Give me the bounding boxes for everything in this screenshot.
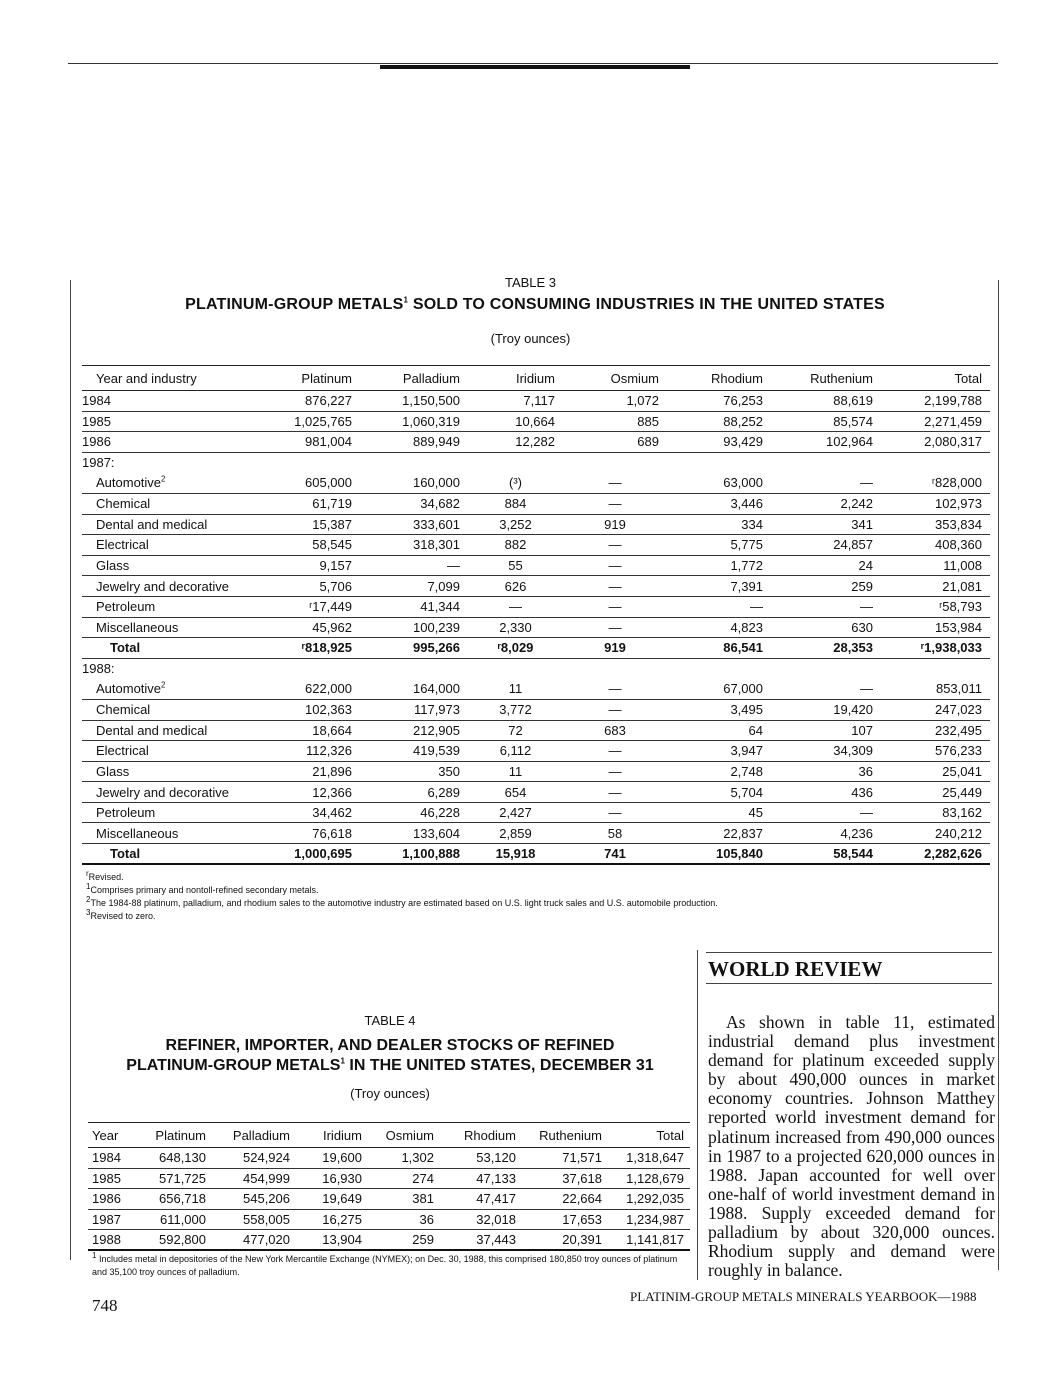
table3-row — [82, 555, 990, 576]
table4-row — [88, 1168, 690, 1189]
page-number: 748 — [92, 1296, 118, 1315]
table3-cell: 133,604 — [413, 825, 460, 841]
table4-row — [88, 1209, 690, 1230]
table3-cell: 1,072 — [626, 393, 659, 409]
table4-footnote: 1 Includes metal in depositories of the New York Mercantile Exchange (NYMEX); on Dec. 30, 1988, this comprised 180,850 troy ounces of platinum and 35,100 troy ounces of palladium. — [92, 1251, 678, 1277]
table3-cell: 67,000 — [723, 681, 763, 697]
table3-group-label: 1987: — [82, 455, 115, 471]
table3-row — [82, 802, 990, 823]
table3-cell: — — [509, 599, 522, 615]
table3-cell: 408,360 — [935, 537, 982, 553]
table4-cell: 592,800 — [159, 1232, 206, 1248]
table3-cell: 64 — [748, 722, 763, 738]
table4-body — [88, 1148, 690, 1251]
table4-cell: 545,206 — [243, 1191, 290, 1207]
table3-cell: Dental and medical — [96, 722, 208, 738]
table4-header-cell: Ruthenium — [539, 1127, 602, 1143]
table3-cell: 2,427 — [499, 805, 532, 821]
table3-header-cell: Iridium — [515, 370, 555, 386]
table3-cell: 7,117 — [523, 393, 555, 409]
table3-cell: 85,574 — [833, 413, 873, 429]
table3-row — [82, 535, 990, 556]
table3-total-row — [82, 638, 990, 659]
table3-cell: 334 — [741, 516, 763, 532]
table3-cell: — — [608, 702, 622, 718]
running-head: PLATINIM-GROUP METALS MINERALS YEARBOOK—1988 — [630, 1289, 977, 1304]
table3-cell: 72 — [508, 722, 523, 738]
table3-cell: 45 — [748, 805, 763, 821]
table4-cell: 1985 — [92, 1170, 121, 1186]
table3-cell: — — [608, 537, 622, 553]
table3-body — [82, 391, 990, 865]
table3-cell: 333,601 — [413, 516, 460, 532]
table4-cell: 1,128,679 — [626, 1170, 684, 1186]
table3-cell: Automotive$^2$ — [96, 681, 166, 697]
table3-row — [82, 617, 990, 638]
table3-cell: 28,353 — [833, 640, 873, 656]
world-review-rule-bottom — [706, 983, 992, 984]
table3-cell: 58,545 — [312, 537, 352, 553]
table3-cell: ʳ58,793 — [939, 599, 982, 615]
table3-cell: 3,495 — [730, 702, 763, 718]
table3-cell: 630 — [851, 619, 873, 635]
table3-cell: 76,618 — [312, 825, 352, 841]
table4-row — [88, 1148, 690, 1169]
column-divider — [697, 950, 698, 1280]
table3-subtitle: (Troy ounces) — [490, 331, 571, 346]
table3-cell: — — [860, 475, 873, 491]
table3-cell: 2,080,317 — [924, 434, 982, 450]
table3-cell: 683 — [604, 722, 626, 738]
table3-row — [82, 699, 990, 720]
table3-cell: 212,905 — [413, 722, 460, 738]
table3-cell: Electrical — [96, 537, 149, 553]
table4-cell: 37,618 — [562, 1170, 602, 1186]
table4-label: TABLE 4 — [364, 1013, 416, 1028]
table3-cell: 102,964 — [826, 434, 873, 450]
table3-cell: 2,859 — [499, 825, 532, 841]
table3-cell: 41,344 — [420, 599, 460, 615]
table4-cell: 477,020 — [243, 1232, 290, 1248]
table3-footnote: 3Revised to zero. — [86, 908, 156, 921]
table3-cell: Jewelry and decorative — [96, 578, 229, 594]
table3-cell: 6,289 — [427, 784, 460, 800]
table4-header-cell: Total — [656, 1127, 684, 1143]
table4-cell: 16,275 — [322, 1212, 362, 1228]
table4-cell: 259 — [412, 1232, 434, 1248]
table4-cell: 13,904 — [322, 1232, 362, 1248]
table3-header-cell: Rhodium — [710, 370, 763, 386]
table3-cell: 4,823 — [730, 619, 763, 635]
table3-cell: 100,239 — [413, 619, 460, 635]
table4-cell: 16,930 — [322, 1170, 362, 1186]
table3-cell: ʳ8,029 — [497, 640, 534, 656]
table3-cell: 19,420 — [833, 702, 873, 718]
table3-row — [82, 391, 990, 412]
table3-cell: 117,973 — [413, 702, 460, 718]
table3-cell: 2,748 — [730, 763, 763, 779]
table3-cell: — — [608, 784, 622, 800]
table3-cell: — — [750, 599, 763, 615]
table3-cell: 15,918 — [495, 846, 536, 862]
table3-cell: 1986 — [82, 434, 111, 450]
table4-cell: 19,600 — [322, 1150, 362, 1166]
table3-cell: Total — [110, 640, 141, 656]
table3-cell: 5,775 — [730, 537, 763, 553]
table3-cell: 55 — [508, 558, 523, 574]
table3-cell: — — [860, 805, 873, 821]
world-review-rule-top — [706, 952, 992, 953]
table3-row — [82, 720, 990, 741]
table3-cell: 34,462 — [312, 805, 352, 821]
table3-cell: 2,242 — [840, 496, 873, 512]
table3-cell: 889,949 — [413, 434, 460, 450]
table3-cell: Petroleum — [96, 805, 156, 821]
table3-cell: Glass — [96, 558, 130, 574]
table3-cell: 1,000,695 — [294, 846, 352, 862]
table3-cell: 5,706 — [319, 578, 352, 594]
table3-cell: 11 — [508, 681, 523, 697]
table3-cell: 1,150,500 — [402, 393, 460, 409]
table3-cell: 1,060,319 — [402, 413, 460, 429]
table3-total-row — [82, 844, 990, 865]
table3-cell: 63,000 — [723, 475, 763, 491]
table3-cell: — — [860, 681, 873, 697]
table3-cell: 885 — [637, 413, 659, 429]
table3-row — [82, 596, 990, 617]
table3-group-row — [82, 658, 990, 679]
table3-cell: 3,252 — [499, 516, 532, 532]
table4-header-cell: Year — [92, 1127, 119, 1143]
table3-cell: 107 — [851, 722, 873, 738]
table3-header-cell: Year and industry — [96, 370, 197, 386]
table3-cell: 46,228 — [420, 805, 460, 821]
table3-footnote: 1Comprises primary and nontoll-refined secondary metals. — [86, 882, 319, 895]
table3-cell: 112,326 — [305, 743, 352, 759]
table3-cell: 919 — [604, 516, 626, 532]
table4-cell: 571,725 — [159, 1170, 206, 1186]
table3-cell: 7,099 — [427, 578, 460, 594]
table3-cell: 164,000 — [413, 681, 460, 697]
table3-cell: — — [608, 805, 622, 821]
table3-cell: 626 — [504, 578, 527, 594]
table3-cell: 160,000 — [413, 475, 460, 491]
table4-cell: 17,653 — [562, 1212, 602, 1228]
table3-cell: 350 — [438, 763, 460, 779]
table-frame-right — [998, 280, 999, 1270]
table3-cell: (³) — [509, 475, 522, 491]
table3-footnote: rRevised. — [86, 869, 124, 882]
table3-row — [82, 473, 990, 494]
table3-cell: — — [608, 496, 622, 512]
table3-header-cell: Palladium — [402, 370, 460, 386]
table4-cell: 1,234,987 — [626, 1212, 684, 1228]
table3-cell: Total — [110, 846, 141, 862]
table3-cell: 981,004 — [305, 434, 352, 450]
table3-cell: 1,025,765 — [294, 413, 352, 429]
table3-cell: 876,227 — [305, 393, 352, 409]
table3-cell: 622,000 — [305, 681, 352, 697]
table3-cell: 3,446 — [730, 496, 763, 512]
table4-cell: 53,120 — [476, 1150, 516, 1166]
table3-cell: 654 — [504, 784, 527, 800]
table3-cell: 4,236 — [840, 825, 873, 841]
table4-cell: 36 — [419, 1212, 434, 1228]
table3-row — [82, 432, 990, 453]
table3-cell: Dental and medical — [96, 516, 208, 532]
table3-title: PLATINUM-GROUP METALS$^1$ SOLD TO CONSUMING INDUSTRIES IN THE UNITED STATES — [185, 295, 885, 313]
table4-header-cell: Palladium — [232, 1127, 290, 1143]
table3-cell: 25,041 — [942, 763, 982, 779]
table4-cell: 558,005 — [243, 1212, 290, 1228]
table3-row — [82, 576, 990, 597]
table3-cell: 605,000 — [305, 475, 352, 491]
table3-cell: — — [608, 619, 622, 635]
table4-cell: 648,130 — [159, 1150, 206, 1166]
table4-cell: 1,318,647 — [626, 1150, 684, 1166]
table3-header-row — [82, 366, 990, 391]
table3-cell: 576,233 — [935, 743, 982, 759]
table3-row — [82, 514, 990, 535]
table4-cell: 524,924 — [243, 1150, 290, 1166]
table3-cell: 419,539 — [413, 743, 460, 759]
table3-cell: 2,330 — [499, 619, 532, 635]
table3-cell: — — [860, 599, 873, 615]
table4-cell: 37,443 — [476, 1232, 516, 1248]
table3-cell: 259 — [851, 578, 873, 594]
table3-cell: 1984 — [82, 393, 111, 409]
table3-cell: 34,682 — [420, 496, 460, 512]
table3-row — [82, 782, 990, 803]
table3-cell: — — [608, 681, 622, 697]
table3-cell: 741 — [604, 846, 626, 862]
table3-cell: 83,162 — [942, 805, 982, 821]
table4-cell: 381 — [412, 1191, 434, 1207]
table3-cell: — — [608, 558, 622, 574]
table4-cell: 1,141,817 — [626, 1232, 684, 1248]
table4-cell: 454,999 — [243, 1170, 290, 1186]
table3-row — [82, 741, 990, 762]
table3-cell: 21,896 — [312, 763, 352, 779]
table3-cell: 93,429 — [723, 434, 763, 450]
table3-cell: ʳ1,938,033 — [920, 640, 982, 656]
table4-cell: 1986 — [92, 1191, 121, 1207]
table3-row — [82, 493, 990, 514]
table3-cell: 1985 — [82, 413, 111, 429]
table3-cell: 3,772 — [499, 702, 532, 718]
table3-cell: 436 — [851, 784, 873, 800]
table3-cell: 318,301 — [413, 537, 460, 553]
table4-subtitle: (Troy ounces) — [350, 1086, 430, 1101]
table3-cell: 1,100,888 — [402, 846, 460, 862]
table4-cell: 274 — [412, 1170, 434, 1186]
table4-row — [88, 1230, 690, 1251]
table3-cell: 45,962 — [312, 619, 352, 635]
table3-cell: Petroleum — [96, 599, 156, 615]
world-review-heading: WORLD REVIEW — [708, 957, 883, 981]
table3-cell: — — [608, 763, 622, 779]
table3 — [82, 365, 990, 865]
table3-cell: ʳ17,449 — [309, 599, 352, 615]
table3-cell: — — [608, 475, 622, 491]
table3-row — [82, 679, 990, 700]
table3-cell: 882 — [504, 537, 527, 553]
table4-cell: 1,302 — [401, 1150, 434, 1166]
table3-group-row — [82, 452, 990, 473]
table3-cell: 5,704 — [730, 784, 763, 800]
table4-cell: 71,571 — [562, 1150, 602, 1166]
table3-cell: 2,271,459 — [924, 413, 982, 429]
table3-cell: 6,112 — [499, 743, 532, 759]
table4-title: REFINER, IMPORTER, AND DEALER STOCKS OF REFINED PLATINUM-GROUP METALS$^1$ IN THE UNITED STATES, DECEMBER 31 — [126, 1037, 654, 1074]
table3-cell: 22,837 — [723, 825, 763, 841]
table3-cell: Automotive$^2$ — [96, 475, 166, 491]
table3-cell: 341 — [851, 516, 873, 532]
table3-cell: 10,664 — [515, 413, 555, 429]
table3-cell: Jewelry and decorative — [96, 784, 229, 800]
table3-cell: 247,023 — [935, 702, 982, 718]
table3-cell: 88,619 — [833, 393, 873, 409]
table3-cell: 995,266 — [413, 640, 460, 656]
table3-cell: — — [608, 599, 622, 615]
table3-row — [82, 823, 990, 844]
table3-cell: 884 — [504, 496, 527, 512]
table3-label: TABLE 3 — [504, 275, 557, 290]
top-rule-accent — [380, 65, 690, 69]
table3-cell: 88,252 — [723, 413, 763, 429]
table3-cell: 18,664 — [312, 722, 352, 738]
table3-cell: 76,253 — [723, 393, 763, 409]
table3-cell: 36 — [858, 763, 873, 779]
table4-header-row — [88, 1123, 690, 1148]
top-rule — [68, 63, 998, 64]
table3-header-cell: Osmium — [610, 370, 659, 386]
table3-cell: 24,857 — [833, 537, 873, 553]
table3-cell: 25,449 — [942, 784, 982, 800]
table3-cell: 232,495 — [935, 722, 982, 738]
table4 — [88, 1122, 690, 1251]
table3-row — [82, 411, 990, 432]
table3-cell: 86,541 — [723, 640, 763, 656]
table3-cell: 353,834 — [935, 516, 982, 532]
table3-cell: 58 — [607, 825, 623, 841]
world-review-body: As shown in table 11, estimated industrial demand plus investment demand for platinum exceeded supply by about 490,000 ounces in market economy countries. Johnson Matthey reported world investment demand for platinum increased from 490,000 ounces in 1987 to a projected 620,000 ounces in 1988. Japan accounted for well over one-half of world investment demand in 1988. Supply exceeded demand for palladium by about 320,000 ounces. Rhodium supply and demand were roughly in balance. — [708, 1012, 995, 1281]
table3-cell: — — [447, 558, 460, 574]
table3-cell: 3,947 — [730, 743, 763, 759]
table3-cell: 102,363 — [305, 702, 352, 718]
table3-header-cell: Total — [954, 370, 982, 386]
table3-footnote: 2The 1984-88 platinum, palladium, and rhodium sales to the automotive industry are estimated based on U.S. light truck sales and U.S. automobile production. — [86, 895, 718, 908]
table4-cell: 32,018 — [476, 1212, 516, 1228]
table3-cell: 689 — [637, 434, 659, 450]
table3-cell: 11,008 — [943, 558, 982, 574]
table3-cell: Miscellaneous — [96, 619, 179, 635]
table3-cell: Glass — [96, 763, 130, 779]
table3-cell: 11 — [508, 763, 523, 779]
table4-cell: 47,417 — [476, 1191, 516, 1207]
table3-row — [82, 761, 990, 782]
table4-cell: 1988 — [92, 1232, 121, 1248]
table4-row — [88, 1189, 690, 1210]
table3-cell: 61,719 — [312, 496, 352, 512]
table4-header-cell: Iridium — [322, 1127, 362, 1143]
table3-cell: 24 — [858, 558, 873, 574]
table4-cell: 19,649 — [322, 1191, 362, 1207]
table3-cell: Chemical — [96, 702, 151, 718]
table3-cell: 9,157 — [319, 558, 352, 574]
table4-cell: 47,133 — [476, 1170, 516, 1186]
table4-header-cell: Rhodium — [463, 1127, 516, 1143]
table3-cell: 919 — [604, 640, 626, 656]
table4-cell: 1984 — [92, 1150, 121, 1166]
table3-cell: 7,391 — [730, 578, 763, 594]
table3-cell: 153,984 — [935, 619, 982, 635]
table3-cell: ʳ828,000 — [931, 475, 982, 491]
table3-cell: 2,199,788 — [924, 393, 982, 409]
table3-cell: 240,212 — [935, 825, 982, 841]
table4-header-cell: Platinum — [155, 1127, 206, 1143]
table3-cell: Chemical — [96, 496, 151, 512]
table3-cell: 15,387 — [312, 516, 352, 532]
table3-group-label: 1988: — [82, 661, 115, 677]
table3-cell: Miscellaneous — [96, 825, 179, 841]
table3-cell: 105,840 — [716, 846, 763, 862]
table3-cell: 2,282,626 — [924, 846, 982, 862]
table3-cell: 12,366 — [312, 784, 352, 800]
table4-cell: 22,664 — [562, 1191, 602, 1207]
table4-cell: 656,718 — [159, 1191, 206, 1207]
table4-cell: 1987 — [92, 1212, 121, 1228]
table3-header-cell: Ruthenium — [810, 370, 873, 386]
table3-cell: ʳ818,925 — [301, 640, 352, 656]
table3-cell: — — [608, 578, 622, 594]
table3-cell: 853,011 — [935, 681, 982, 697]
table4-cell: 1,292,035 — [626, 1191, 684, 1207]
table3-cell: 1,772 — [730, 558, 763, 574]
table3-cell: 102,973 — [935, 496, 982, 512]
table3-cell: 12,282 — [515, 434, 555, 450]
table3-cell: — — [608, 743, 622, 759]
table3-header-cell: Platinum — [301, 370, 352, 386]
table4-header-cell: Osmium — [385, 1127, 434, 1143]
table3-cell: 58,544 — [833, 846, 873, 862]
table3-cell: Electrical — [96, 743, 149, 759]
table3-cell: 21,081 — [942, 578, 982, 594]
table4-cell: 611,000 — [159, 1212, 206, 1228]
table3-cell: 34,309 — [833, 743, 873, 759]
table4-cell: 20,391 — [562, 1232, 602, 1248]
table-frame-left — [70, 280, 71, 1260]
